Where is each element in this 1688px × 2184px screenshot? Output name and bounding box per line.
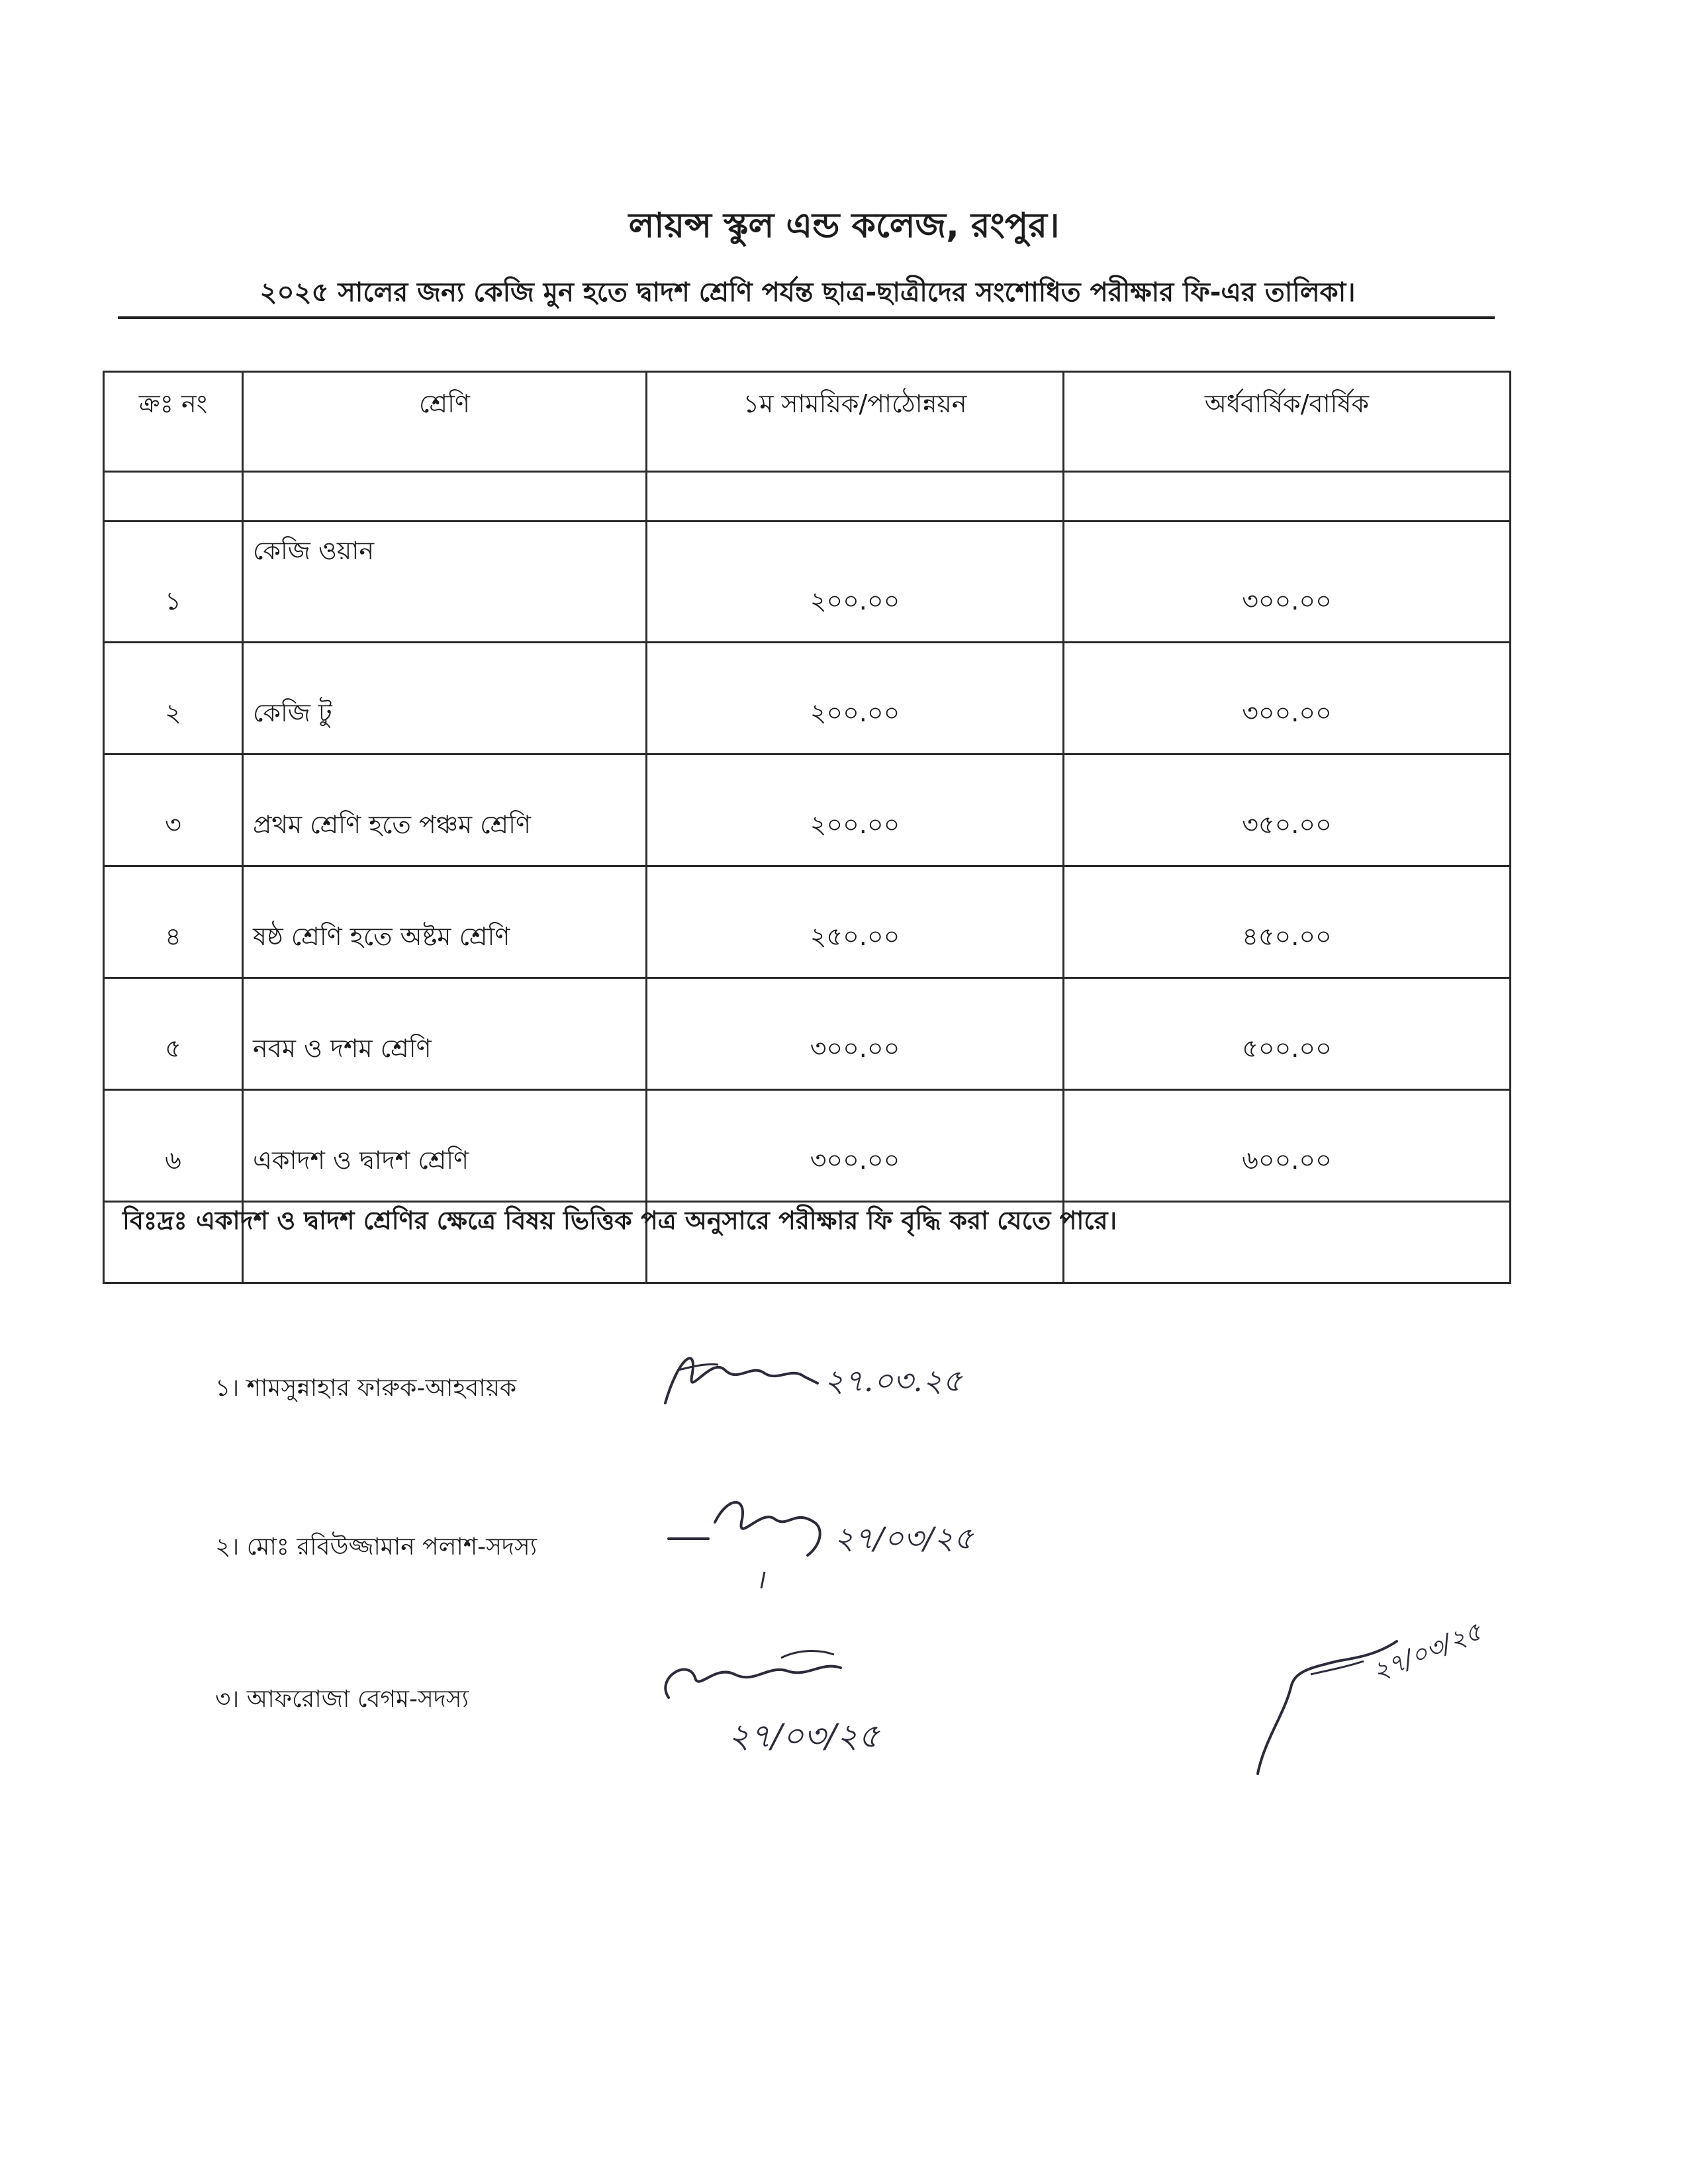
column-header-first-term: ১ম সাময়িক/পাঠোন্নয়ন — [647, 372, 1064, 472]
subtitle-underline — [118, 316, 1495, 319]
first-term-fee-cell: ২০০.০০ — [647, 522, 1064, 643]
table-row — [104, 754, 1511, 866]
blank-cell — [243, 472, 647, 522]
column-header-half-yearly: অর্ধবার্ষিক/বার্ষিক — [1064, 372, 1511, 472]
table-row — [104, 1090, 1511, 1202]
table-blank-row — [104, 472, 1511, 522]
column-header-serial: ক্রঃ নং — [104, 372, 243, 472]
signature-convener — [652, 1330, 996, 1416]
first-term-fee-cell: ৩০০.০০ — [647, 978, 1064, 1090]
half-yearly-fee-cell: ৩০০.০০ — [1064, 522, 1511, 643]
signature-date: ২৭/০৩/২৫ — [728, 1717, 880, 1755]
class-cell: একাদশ ও দ্বাদশ শ্রেণি — [243, 1090, 647, 1202]
class-cell: নবম ও দশম শ্রেণি — [243, 978, 647, 1090]
document-subtitle: ২০২৫ সালের জন্য কেজি মুন হতে দ্বাদশ শ্রেণি পর্যন্ত ছাত্র-ছাত্রীদের সংশোধিত পরীক্ষার ফি-এর তালিকা। — [259, 277, 1356, 308]
table-row — [104, 978, 1511, 1090]
blank-cell — [104, 472, 243, 522]
blank-cell — [647, 472, 1064, 522]
document-title: লায়ন্স স্কুল এন্ড কলেজ, রংপুর। — [628, 206, 1060, 246]
class-cell: ষষ্ঠ শ্রেণি হতে অষ্টম শ্রেণি — [243, 866, 647, 978]
first-term-fee-cell: ২০০.০০ — [647, 754, 1064, 866]
column-header-class: শ্রেণি — [243, 372, 647, 472]
signature-member-1 — [662, 1482, 1092, 1595]
blank-cell — [1064, 472, 1511, 522]
blank-cell — [1064, 1202, 1511, 1283]
table-header-row — [104, 372, 1511, 472]
class-cell: প্রথম শ্রেণি হতে পঞ্চম শ্রেণি — [243, 754, 647, 866]
note-text: বিঃদ্রঃ একাদশ ও দ্বাদশ শ্রেণির ক্ষেত্রে বিষয় ভিত্তিক পত্র অনুসারে পরীক্ষার ফি বৃদ্ধি করা যেতে পারে। — [122, 1206, 1117, 1235]
half-yearly-fee-cell: ৩৫০.০০ — [1064, 754, 1511, 866]
serial-cell: ২ — [104, 643, 243, 754]
committee-member-1: ২। মোঃ রবিউজ্জামান পলাশ-সদস্য — [215, 1533, 538, 1561]
table-row — [104, 643, 1511, 754]
half-yearly-fee-cell: ৬০০.০০ — [1064, 1090, 1511, 1202]
signature-date: ২৭.০৩.২৫ — [824, 1363, 962, 1398]
first-term-fee-cell: ২৫০.০০ — [647, 866, 1064, 978]
committee-member-convener: ১। শামসুন্নাহার ফারুক-আহবায়ক — [215, 1375, 517, 1402]
signature-date: ২৭/০৩/২৫ — [834, 1520, 974, 1556]
table-row — [104, 522, 1511, 643]
signature-date: ২৭/০৩/২৫ — [1368, 1616, 1486, 1687]
serial-cell: ৪ — [104, 866, 243, 978]
half-yearly-fee-cell: ৩০০.০০ — [1064, 643, 1511, 754]
first-term-fee-cell: ২০০.০০ — [647, 643, 1064, 754]
first-term-fee-cell: ৩০০.০০ — [647, 1090, 1064, 1202]
principal-signature — [1244, 1562, 1523, 1787]
serial-cell: ৫ — [104, 978, 243, 1090]
signature-member-2 — [649, 1638, 1019, 1764]
class-cell: কেজি ওয়ান — [243, 522, 647, 643]
class-cell: কেজি টু — [243, 643, 647, 754]
committee-member-2: ৩। আফরোজা বেগম-সদস্য — [215, 1686, 469, 1713]
serial-cell: ১ — [104, 522, 243, 643]
serial-cell: ৩ — [104, 754, 243, 866]
serial-cell: ৬ — [104, 1090, 243, 1202]
half-yearly-fee-cell: ৫০০.০০ — [1064, 978, 1511, 1090]
exam-fee-table — [103, 371, 1511, 1284]
table-row — [104, 866, 1511, 978]
half-yearly-fee-cell: ৪৫০.০০ — [1064, 866, 1511, 978]
